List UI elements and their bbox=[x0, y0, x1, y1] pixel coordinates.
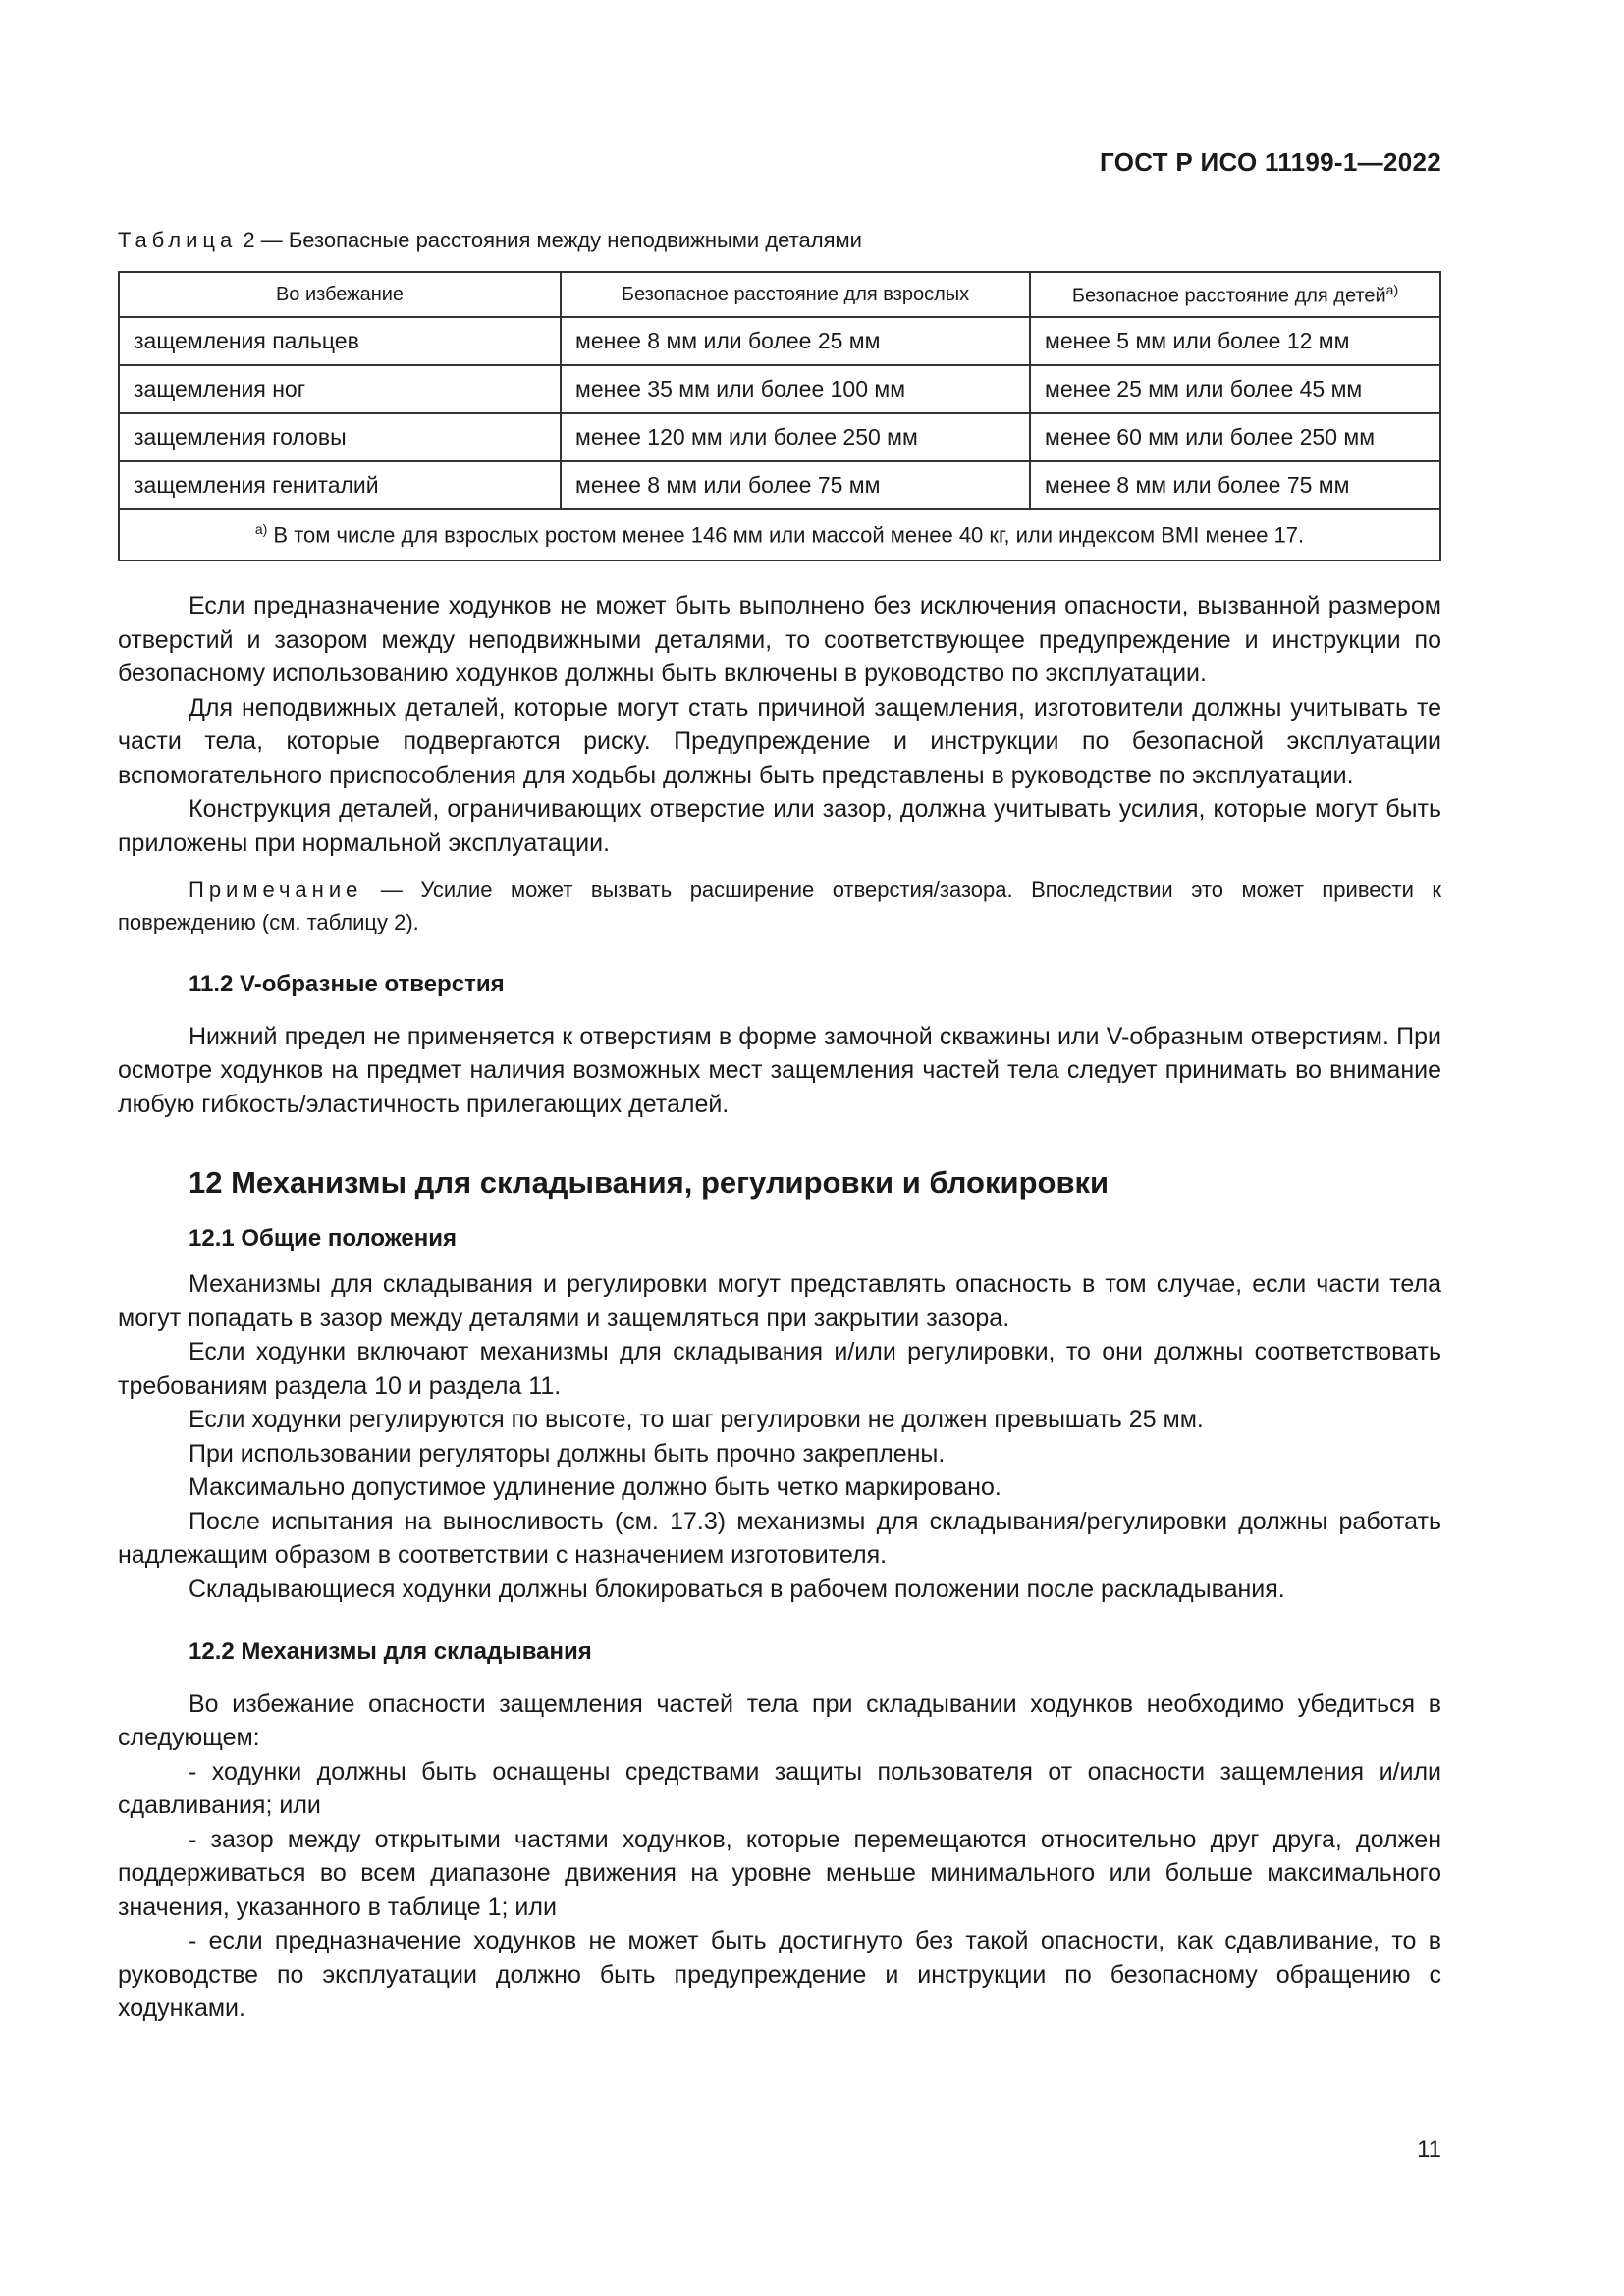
footnote-marker: a) bbox=[254, 521, 268, 538]
table-caption-label: Таблица bbox=[118, 228, 238, 252]
table-row bbox=[119, 365, 1440, 413]
table-caption bbox=[118, 228, 862, 253]
paragraph: Максимально допустимое удлинение должно быть четко маркировано. bbox=[189, 1473, 1001, 1501]
paragraph: Складывающиеся ходунки должны блокироваться в рабочем положении после раскладывания. bbox=[189, 1575, 1285, 1603]
table-cell: защемления гениталий bbox=[119, 461, 561, 509]
footnote-marker: a) bbox=[1385, 281, 1399, 297]
list-item: - если предназначение ходунков не может быть достигнуто без такой опасности, как сдавливание, то в руководстве по эксплуатации должно быть предупреждение и инструкции по безопасному обращению с ходунками. bbox=[118, 1927, 1441, 2022]
safety-distance-table bbox=[118, 271, 1441, 561]
table-cell: защемления головы bbox=[119, 413, 561, 461]
table-footnote-row bbox=[119, 509, 1440, 561]
table-caption-text: 2 — Безопасные расстояния между неподвижными деталями bbox=[243, 228, 862, 252]
table-header-row bbox=[119, 272, 1440, 317]
paragraph: Если ходунки включают механизмы для складывания и/или регулировки, то они должны соответствовать требованиям раздела 10 и раздела 11. bbox=[118, 1338, 1441, 1400]
table-cell: менее 5 мм или более 12 мм bbox=[1030, 317, 1440, 365]
note-label: Примечание bbox=[189, 878, 363, 902]
subsection-heading: 12.1 Общие положения bbox=[189, 1224, 458, 1252]
paragraph: Механизмы для складывания и регулировки могут представлять опасность в том случае, если части тела могут попадать в зазор между деталями и защемляться при закрытии зазора. bbox=[118, 1270, 1441, 1332]
table-row bbox=[119, 317, 1440, 365]
section-heading: 12 Механизмы для складывания, регулировки и блокировки bbox=[189, 1165, 1110, 1200]
table-cell: менее 8 мм или более 75 мм bbox=[561, 461, 1030, 509]
note-text: — Усилие может вызвать расширение отверстия/зазора. Впоследствии это может привести к повреждению (см. таблицу 2). bbox=[118, 878, 1441, 934]
table-row bbox=[119, 461, 1440, 509]
table-cell: менее 8 мм или более 25 мм bbox=[561, 317, 1030, 365]
paragraph: Конструкция деталей, ограничивающих отверстие или зазор, должна учитывать усилия, которые могут быть приложены при нормальной эксплуатации. bbox=[118, 795, 1441, 857]
list-item: - ходунки должны быть оснащены средствами защиты пользователя от опасности защемления и/или сдавливания; или bbox=[118, 1757, 1441, 1819]
paragraph: Нижний предел не применяется к отверстиям в форме замочной скважины или V-образным отверстиям. При осмотре ходунков на предмет наличия возможных мест защемления частей тела следует принимать во внимание любую гибкость/эластичность прилегающих деталей. bbox=[118, 1022, 1441, 1118]
table-cell: менее 8 мм или более 75 мм bbox=[1030, 461, 1440, 509]
table-header-cell: Безопасное расстояние для детей$^{a)}$ bbox=[1030, 272, 1440, 317]
table-cell: защемления пальцев bbox=[119, 317, 561, 365]
paragraph: После испытания на выносливость (см. 17.3) механизмы для складывания/регулировки должны работать надлежащим образом в соответствии с назначением изготовителя. bbox=[118, 1507, 1441, 1569]
table-row bbox=[119, 413, 1440, 461]
document-code: ГОСТ Р ИСО 11199-1—2022 bbox=[1100, 147, 1441, 177]
table-header-cell: Безопасное расстояние для взрослых bbox=[561, 272, 1030, 317]
table-cell: менее 60 мм или более 250 мм bbox=[1030, 413, 1440, 461]
paragraph: Если ходунки регулируются по высоте, то шаг регулировки не должен превышать 25 мм. bbox=[189, 1406, 1204, 1433]
table-header-cell: Во избежание bbox=[119, 272, 561, 317]
table-cell: менее 35 мм или более 100 мм bbox=[561, 365, 1030, 413]
table-cell: менее 120 мм или более 250 мм bbox=[561, 413, 1030, 461]
table-cell: защемления ног bbox=[119, 365, 561, 413]
note bbox=[118, 874, 1441, 938]
page-number: 11 bbox=[1417, 2136, 1441, 2163]
paragraph: Во избежание опасности защемления частей тела при складывании ходунков необходимо убедиться в следующем: bbox=[118, 1689, 1441, 1751]
subsection-heading: 12.2 Механизмы для складывания bbox=[189, 1638, 592, 1665]
subsection-heading: 11.2 V-образные отверстия bbox=[189, 971, 505, 997]
paragraph: Для неподвижных деталей, которые могут стать причиной защемления, изготовители должны учитывать те части тела, которые подвергаются риску. Предупреждение и инструкции по безопасной эксплуатации вспомогательного приспособления для ходьбы должны быть представлены в руководстве по эксплуатации. bbox=[118, 693, 1441, 789]
table-footnote: $^{a)}$ В том числе для взрослых ростом менее 146 мм или массой менее 40 кг, или индексом BMI менее 17. bbox=[119, 509, 1440, 561]
body-text bbox=[118, 589, 1441, 2026]
table-cell: менее 25 мм или более 45 мм bbox=[1030, 365, 1440, 413]
paragraph: При использовании регуляторы должны быть прочно закреплены. bbox=[189, 1439, 946, 1468]
paragraph: Если предназначение ходунков не может быть выполнено без исключения опасности, вызванной размером отверстий и зазором между неподвижными деталями, то соответствующее предупреждение и инструкции по безопасному использованию ходунков должны быть включены в руководство по эксплуатации. bbox=[118, 592, 1441, 687]
list-item: - зазор между открытыми частями ходунков, которые перемещаются относительно друг друга, должен поддерживаться во всем диапазоне движения на уровне меньше минимального или больше максимального значения, указанного в таблице 1; или bbox=[118, 1825, 1441, 1921]
